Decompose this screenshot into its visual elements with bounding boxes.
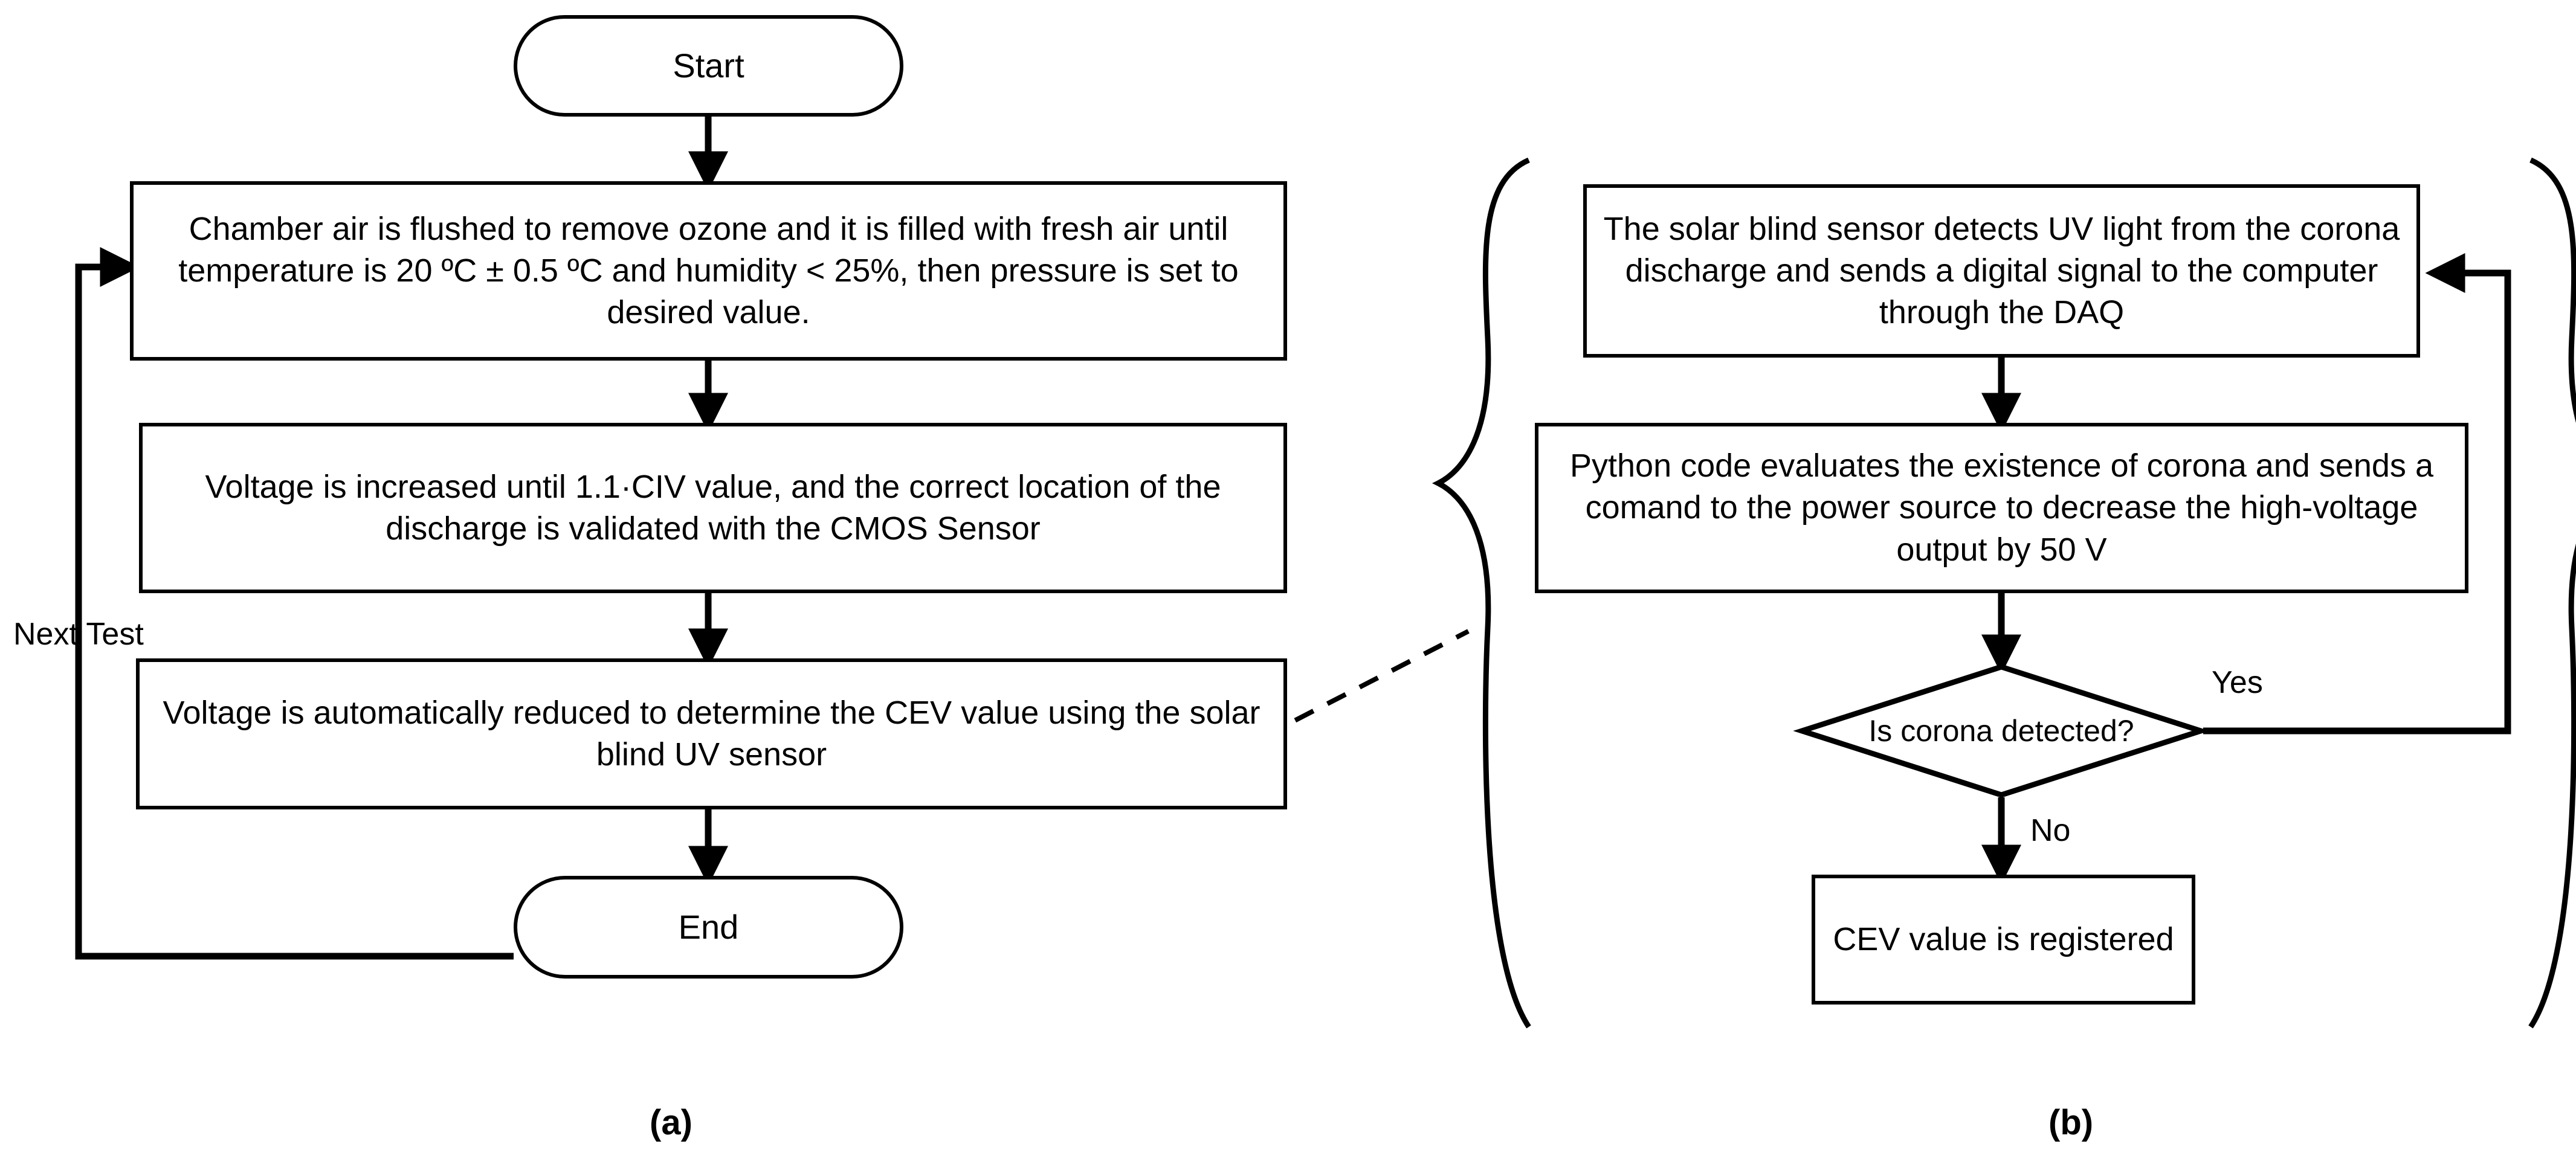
node-voltage-increase: Voltage is increased until 1.1·CIV value, and the correct location of the discharge is validated with the CMOS Sensor [139, 423, 1287, 593]
panel-caption-a: (a) [650, 1103, 692, 1142]
node-python-eval: Python code evaluates the existence of corona and sends a comand to the power source to decrease the high-voltage output by 50 V [1535, 423, 2468, 593]
node-sensor-detect: The solar blind sensor detects UV light from the corona discharge and sends a digital signal to the computer through the DAQ [1583, 184, 2420, 358]
edge-label-yes: Yes [2212, 665, 2263, 700]
node-corona-decision-label: Is corona detected? [1868, 713, 2134, 748]
node-voltage-reduce: Voltage is automatically reduced to determine the CEV value using the solar blind UV sensor [136, 658, 1287, 809]
panel-caption-b: (b) [2048, 1103, 2094, 1142]
node-cev-registered: CEV value is registered [1812, 875, 2195, 1005]
edge-label-next-test: Next Test [13, 617, 144, 652]
edge-label-no: No [2030, 813, 2071, 848]
node-chamber-flush: Chamber air is flushed to remove ozone and it is filled with fresh air until temperature is 20 ºC ± 0.5 ºC and humidity < 25%, then pressure is set to desired value. [130, 181, 1287, 361]
node-end: End [514, 876, 903, 979]
node-corona-decision [1800, 664, 2203, 797]
node-start: Start [514, 15, 903, 117]
